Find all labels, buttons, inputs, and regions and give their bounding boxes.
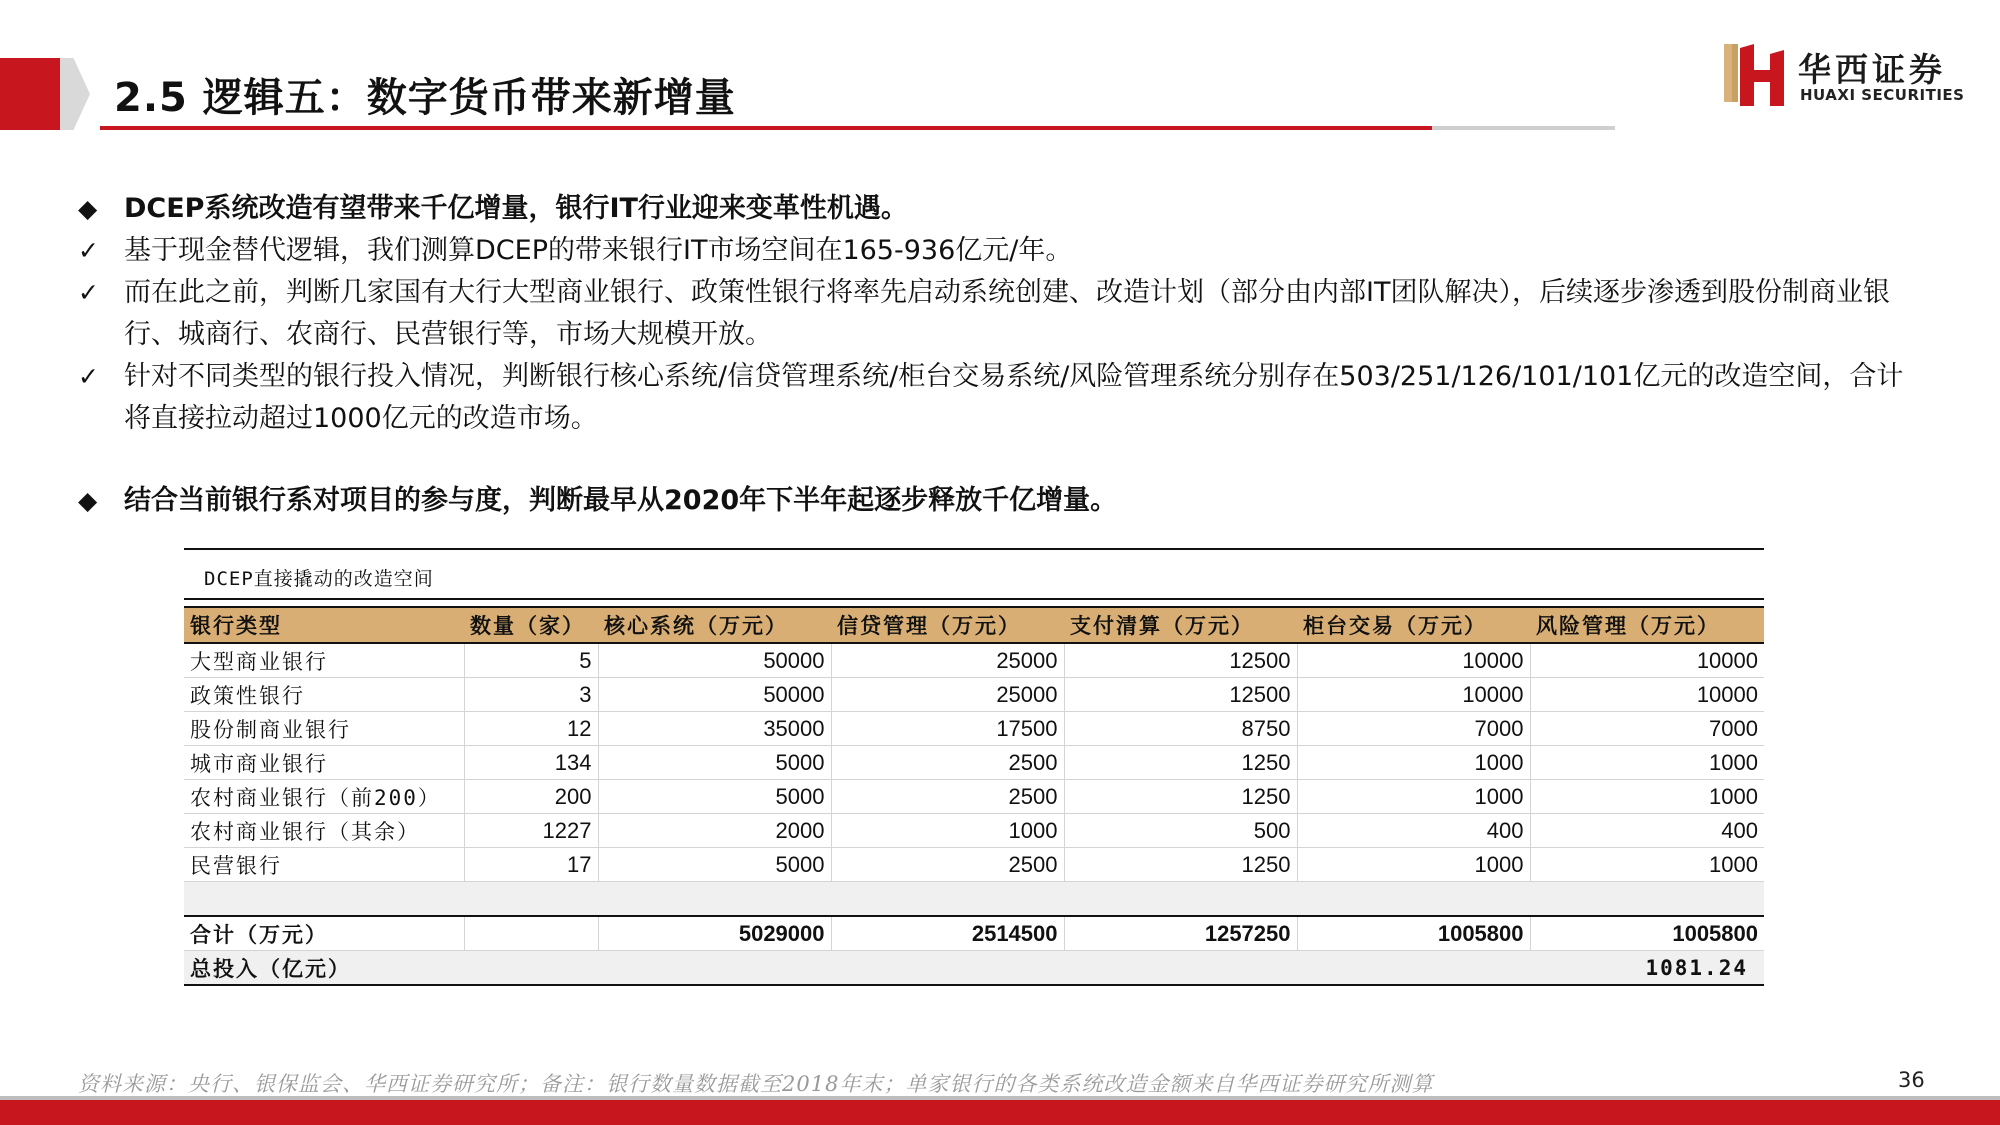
check-bullet-icon: ✓ — [78, 362, 99, 391]
total-value-cell: 2514500 — [831, 916, 1064, 951]
table-row — [184, 643, 1764, 678]
total-count-cell — [464, 916, 598, 951]
data-table-panel — [184, 548, 1764, 986]
column-header: 风险管理（万元） — [1530, 607, 1764, 643]
count-cell: 5 — [464, 643, 598, 678]
title-underline — [100, 126, 1615, 130]
bullet-item — [78, 272, 1918, 356]
value-cell: 5000 — [598, 780, 831, 814]
count-cell: 17 — [464, 848, 598, 882]
value-cell: 10000 — [1297, 678, 1530, 712]
value-cell: 1000 — [831, 814, 1064, 848]
bank-type-cell: 政策性银行 — [184, 678, 464, 712]
value-cell: 1250 — [1064, 780, 1297, 814]
total-value-cell: 1005800 — [1297, 916, 1530, 951]
value-cell: 2500 — [831, 780, 1064, 814]
value-cell: 7000 — [1530, 712, 1764, 746]
count-cell: 12 — [464, 712, 598, 746]
bank-type-cell: 股份制商业银行 — [184, 712, 464, 746]
column-header: 柜台交易（万元） — [1297, 607, 1530, 643]
bullet-text: 基于现金替代逻辑，我们测算DCEP的带来银行IT市场空间在165-936亿元/年。 — [124, 235, 1073, 266]
value-cell: 5000 — [598, 746, 831, 780]
bank-type-cell: 农村商业银行（其余） — [184, 814, 464, 848]
bullet-item — [78, 356, 1918, 440]
total-value-cell: 5029000 — [598, 916, 831, 951]
count-cell: 1227 — [464, 814, 598, 848]
logo-chinese-name: 华西证券 — [1798, 50, 1946, 89]
value-cell: 25000 — [831, 678, 1064, 712]
value-cell: 400 — [1297, 814, 1530, 848]
value-cell: 50000 — [598, 678, 831, 712]
value-cell: 10000 — [1530, 678, 1764, 712]
table-caption: DCEP直接撬动的改造空间 — [204, 568, 434, 590]
count-cell: 200 — [464, 780, 598, 814]
table-spacer-row — [184, 882, 1764, 917]
value-cell: 35000 — [598, 712, 831, 746]
table-row — [184, 678, 1764, 712]
value-cell: 1250 — [1064, 746, 1297, 780]
value-cell: 1250 — [1064, 848, 1297, 882]
total-row — [184, 916, 1764, 951]
bank-type-cell: 大型商业银行 — [184, 643, 464, 678]
diamond-bullet-icon: ◆ — [78, 486, 98, 515]
check-bullet-icon: ✓ — [78, 278, 99, 307]
value-cell: 2500 — [831, 848, 1064, 882]
value-cell: 1000 — [1297, 848, 1530, 882]
table-row — [184, 780, 1764, 814]
table-row — [184, 814, 1764, 848]
logo-english-name: HUAXI SECURITIES — [1800, 86, 1965, 104]
value-cell: 1000 — [1530, 746, 1764, 780]
source-note: 资料来源：央行、银保监会、华西证券研究所；备注：银行数量数据截至2018年末；单家银行的各类系统改造金额来自华西证券研究所测算 — [78, 1072, 1434, 1096]
value-cell: 2500 — [831, 746, 1064, 780]
value-cell: 8750 — [1064, 712, 1297, 746]
table-row — [184, 746, 1764, 780]
value-cell: 2000 — [598, 814, 831, 848]
data-table — [184, 606, 1764, 986]
header-gray-arrow — [60, 58, 90, 130]
bank-type-cell: 城市商业银行 — [184, 746, 464, 780]
bank-type-cell: 农村商业银行（前200） — [184, 780, 464, 814]
column-header: 核心系统（万元） — [598, 607, 831, 643]
grand-total-value: 1081.24 — [464, 951, 1764, 986]
column-header: 数量（家） — [464, 607, 598, 643]
value-cell: 1000 — [1297, 780, 1530, 814]
bullet-text: 针对不同类型的银行投入情况，判断银行核心系统/信贷管理系统/柜台交易系统/风险管理系统分别存在503/251/126/101/101亿元的改造空间，合计将直接拉动超过1000亿元的改造市场。 — [124, 361, 1904, 434]
value-cell: 1000 — [1530, 780, 1764, 814]
value-cell: 1000 — [1297, 746, 1530, 780]
table-header-row — [184, 607, 1764, 643]
value-cell: 1000 — [1530, 848, 1764, 882]
bullet-text: 而在此之前，判断几家国有大行大型商业银行、政策性银行将率先启动系统创建、改造计划（部分由内部IT团队解决），后续逐步渗透到股份制商业银行、城商行、农商行、民营银行等，市场大规模开放。 — [124, 277, 1890, 350]
value-cell: 7000 — [1297, 712, 1530, 746]
table-row — [184, 712, 1764, 746]
count-cell: 134 — [464, 746, 598, 780]
bullet-item — [78, 188, 1918, 230]
page-number: 36 — [1898, 1068, 1925, 1092]
bank-type-cell: 民营银行 — [184, 848, 464, 882]
value-cell: 17500 — [831, 712, 1064, 746]
grand-total-row — [184, 951, 1764, 986]
total-value-cell: 1257250 — [1064, 916, 1297, 951]
bullet-text: 结合当前银行系对项目的参与度，判断最早从2020年下半年起逐步释放千亿增量。 — [124, 485, 1118, 516]
check-bullet-icon: ✓ — [78, 236, 99, 265]
column-header: 银行类型 — [184, 607, 464, 643]
value-cell: 12500 — [1064, 678, 1297, 712]
total-label-cell: 合计（万元） — [184, 916, 464, 951]
bullet-item — [78, 480, 1918, 522]
value-cell: 25000 — [831, 643, 1064, 678]
column-header: 支付清算（万元） — [1064, 607, 1297, 643]
total-value-cell: 1005800 — [1530, 916, 1764, 951]
value-cell: 50000 — [598, 643, 831, 678]
bullet-list — [78, 188, 1918, 522]
grand-total-label: 总投入（亿元） — [184, 951, 464, 986]
value-cell: 500 — [1064, 814, 1297, 848]
bullet-text: DCEP系统改造有望带来千亿增量，银行IT行业迎来变革性机遇。 — [124, 193, 908, 224]
table-row — [184, 848, 1764, 882]
footer-red-band — [0, 1100, 2000, 1125]
count-cell: 3 — [464, 678, 598, 712]
value-cell: 10000 — [1530, 643, 1764, 678]
bullet-item — [78, 230, 1918, 272]
value-cell: 10000 — [1297, 643, 1530, 678]
diamond-bullet-icon: ◆ — [78, 194, 98, 223]
value-cell: 400 — [1530, 814, 1764, 848]
page-title: 2.5 逻辑五：数字货币带来新增量 — [114, 75, 736, 121]
column-header: 信贷管理（万元） — [831, 607, 1064, 643]
value-cell: 12500 — [1064, 643, 1297, 678]
value-cell: 5000 — [598, 848, 831, 882]
